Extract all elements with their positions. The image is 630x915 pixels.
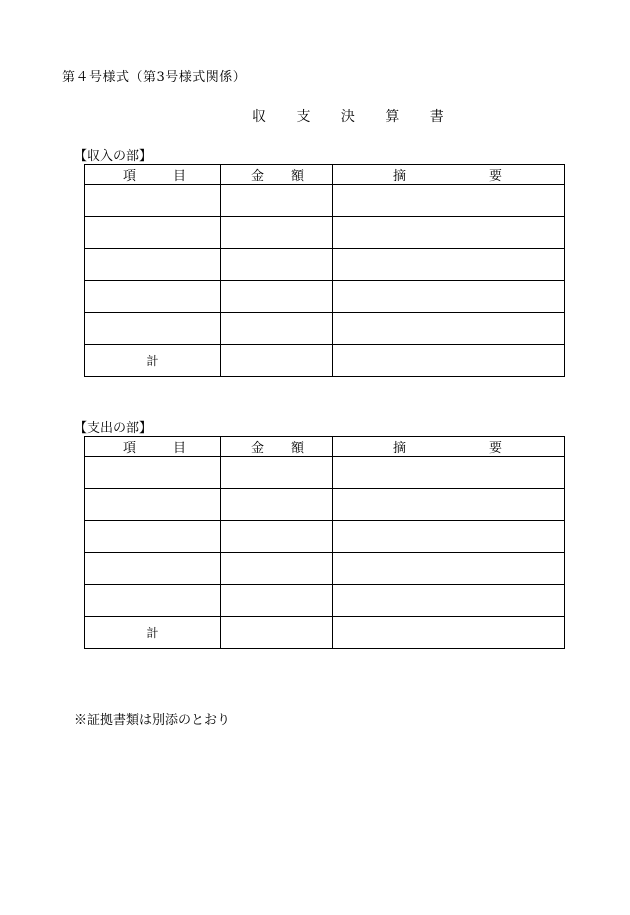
table-row: [85, 521, 565, 553]
table-row: [85, 185, 565, 217]
expense-section-label: 【支出の部】: [74, 421, 153, 436]
expense-item-cell[interactable]: [85, 521, 221, 553]
income-amount-cell[interactable]: [221, 249, 333, 281]
income-amount-cell[interactable]: [221, 217, 333, 249]
form-number: 第４号様式（第3号様式関係）: [62, 70, 247, 85]
expense-amount-cell[interactable]: [221, 489, 333, 521]
income-total-label: 計: [85, 345, 221, 377]
table-row: [85, 553, 565, 585]
income-amount-cell[interactable]: [221, 281, 333, 313]
table-row: [85, 313, 565, 345]
income-total-summary-cell[interactable]: [333, 345, 565, 377]
expense-summary-cell[interactable]: [333, 521, 565, 553]
income-item-cell[interactable]: [85, 249, 221, 281]
income-table: [84, 164, 565, 377]
expense-item-cell[interactable]: [85, 457, 221, 489]
header-amount-char-2: 額: [290, 169, 304, 184]
income-total-amount-cell[interactable]: [221, 345, 333, 377]
expense-total-row: [85, 617, 565, 649]
income-summary-cell[interactable]: [333, 313, 565, 345]
income-item-cell[interactable]: [85, 313, 221, 345]
income-summary-cell[interactable]: [333, 217, 565, 249]
expense-header-row: [85, 437, 565, 457]
table-row: [85, 457, 565, 489]
expense-summary-cell[interactable]: [333, 457, 565, 489]
header-amount-char-2: 額: [290, 441, 304, 456]
table-row: [85, 281, 565, 313]
income-item-cell[interactable]: [85, 281, 221, 313]
header-summary-char-2: 要: [488, 169, 502, 184]
header-item-char-1: 項: [123, 169, 137, 184]
expense-amount-cell[interactable]: [221, 521, 333, 553]
header-amount-char-1: 金: [251, 441, 265, 456]
header-item-char-2: 目: [172, 169, 186, 184]
evidence-note: ※証拠書類は別添のとおり: [74, 713, 231, 728]
header-summary-char-1: 摘: [393, 169, 407, 184]
income-item-cell[interactable]: [85, 185, 221, 217]
income-item-cell[interactable]: [85, 217, 221, 249]
header-item-char-2: 目: [172, 441, 186, 456]
expense-total-amount-cell[interactable]: [221, 617, 333, 649]
table-row: [85, 217, 565, 249]
table-row: [85, 489, 565, 521]
expense-amount-cell[interactable]: [221, 553, 333, 585]
expense-summary-cell[interactable]: [333, 489, 565, 521]
expense-amount-cell[interactable]: [221, 585, 333, 617]
income-amount-cell[interactable]: [221, 313, 333, 345]
expense-total-label: 計: [85, 617, 221, 649]
expense-item-cell[interactable]: [85, 489, 221, 521]
income-total-row: [85, 345, 565, 377]
header-amount: [221, 437, 333, 457]
income-summary-cell[interactable]: [333, 185, 565, 217]
expense-item-cell[interactable]: [85, 553, 221, 585]
header-summary-char-1: 摘: [393, 441, 407, 456]
header-item: [85, 437, 221, 457]
header-amount-char-1: 金: [251, 169, 265, 184]
income-header-row: [85, 165, 565, 185]
header-item: [85, 165, 221, 185]
income-summary-cell[interactable]: [333, 281, 565, 313]
header-item-char-1: 項: [123, 441, 137, 456]
expense-summary-cell[interactable]: [333, 585, 565, 617]
expense-summary-cell[interactable]: [333, 553, 565, 585]
header-summary: [333, 437, 565, 457]
income-amount-cell[interactable]: [221, 185, 333, 217]
income-section-label: 【収入の部】: [74, 149, 153, 164]
document-title: 収 支 決 算 書: [252, 109, 457, 125]
expense-amount-cell[interactable]: [221, 457, 333, 489]
table-row: [85, 249, 565, 281]
expense-item-cell[interactable]: [85, 585, 221, 617]
table-row: [85, 585, 565, 617]
header-summary-char-2: 要: [488, 441, 502, 456]
header-summary: [333, 165, 565, 185]
income-summary-cell[interactable]: [333, 249, 565, 281]
expense-table: [84, 436, 565, 649]
header-amount: [221, 165, 333, 185]
expense-total-summary-cell[interactable]: [333, 617, 565, 649]
